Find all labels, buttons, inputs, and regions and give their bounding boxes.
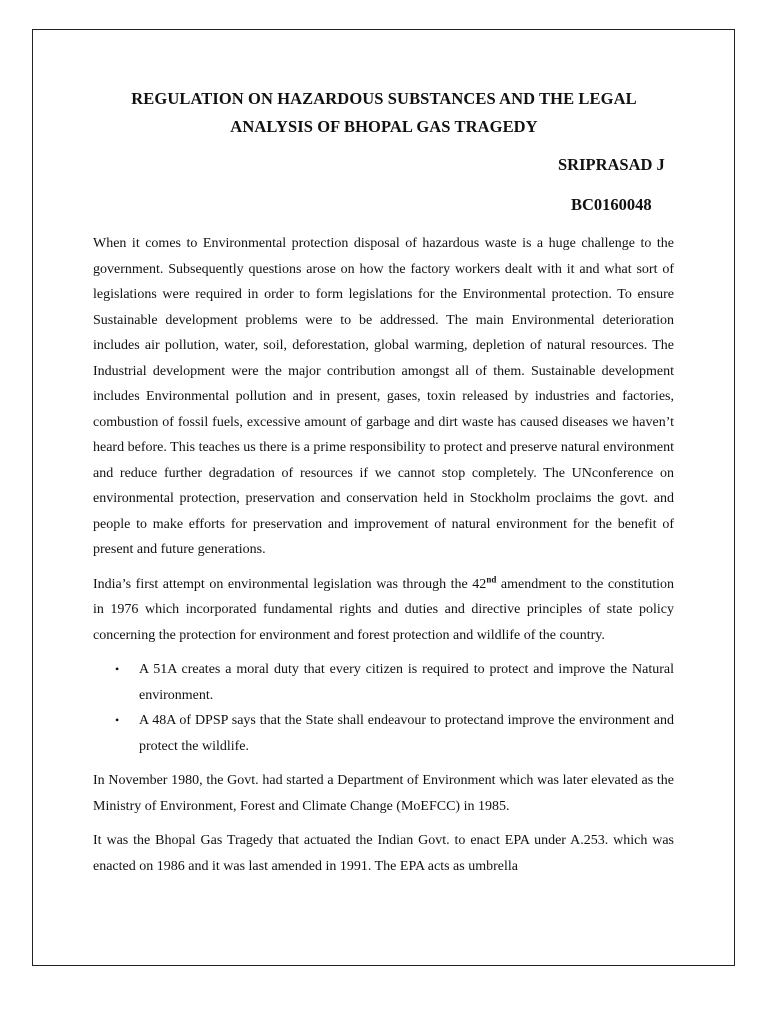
list-item-text: A 48A of DPSP says that the State shall endeavour to protectand improve the environment and protect the wildlife. <box>139 713 674 754</box>
bullet-list <box>93 657 674 759</box>
paragraph-first-attempt-start: India’s first attempt on environmental legislation was through the 42 <box>93 576 487 592</box>
bullet-icon: • <box>115 662 120 676</box>
paragraph-first-attempt-end: amendment to the constitution in 1976 which incorporated fundamental rights and duties and directive principles of state policy concerning the protection for environment and forest protection and wildlife of the country. <box>93 576 674 643</box>
paragraph-intro: When it comes to Environmental protection disposal of hazardous waste is a huge challenge to the government. Subsequently questions arose on how the factory workers dealt with it and what sort of legislations were required in order to form legislations for the Environmental protection. To ensure Sustainable development problems were to be addressed. The main Environmental deterioration includes air pollution, water, soil, deforestation, global warming, depletion of natural resources. The Industrial development were the major contribution amongst all of them. Sustainable development includes Environmental pollution and in present, gases, toxin released by industries and factories, combustion of fossil fuels, excessive amount of garbage and dirt waste has caused diseases we haven’t heard before. This teaches us there is a prime responsibility to protect and preserve natural environment and reduce further degradation of resources if we cannot stop completely. The UNconference on environmental protection, preservation and conservation held in Stockholm proclaims the govt. and people to make efforts for preservation and improvement of natural environment for the benefit of present and future generations. <box>93 236 674 557</box>
paragraph-bhopal: It was the Bhopal Gas Tragedy that actuated the Indian Govt. to enact EPA under A.253. which was enacted on 1986 and it was last amended in 1991. The EPA acts as umbrella <box>93 833 674 874</box>
title-line-2: ANALYSIS OF BHOPAL GAS TRAGEDY <box>230 117 538 136</box>
author-name: SRIPRASAD J <box>558 155 665 174</box>
paragraph-first-attempt <box>93 572 674 649</box>
list-item <box>93 708 674 759</box>
document-body <box>93 231 674 888</box>
list-item-text: A 51A creates a moral duty that every citizen is required to protect and improve the Natural environment. <box>139 662 674 703</box>
ordinal-suffix: nd <box>486 573 497 584</box>
list-item <box>93 657 674 708</box>
roll-number: BC0160048 <box>571 195 652 214</box>
document-title <box>80 85 688 141</box>
bullet-icon: • <box>115 713 120 727</box>
title-line-1: REGULATION ON HAZARDOUS SUBSTANCES AND THE LEGAL <box>131 89 637 108</box>
paragraph-ministry: In November 1980, the Govt. had started a Department of Environment which was later elevated as the Ministry of Environment, Forest and Climate Change (MoEFCC) in 1985. <box>93 773 674 814</box>
